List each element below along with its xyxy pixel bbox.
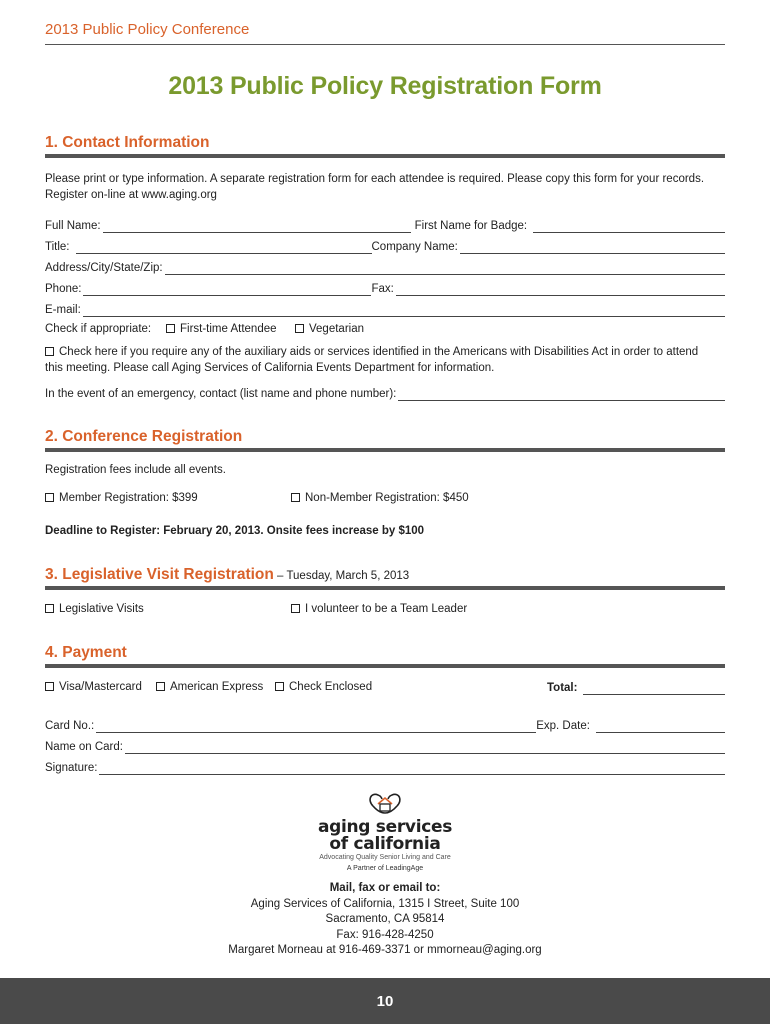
- section-rule: [45, 586, 725, 590]
- name-on-card-field[interactable]: [125, 743, 725, 754]
- amex-label: American Express: [170, 681, 264, 693]
- card-row: [45, 719, 725, 733]
- intro-line: Please print or type information. A separate registration form for each attendee is required. Please copy this form for your records.: [45, 173, 705, 185]
- phone-row: [45, 282, 725, 296]
- full-name-row: [45, 219, 725, 233]
- section-heading-legislative: [45, 566, 725, 584]
- first-time-checkbox[interactable]: [166, 324, 175, 333]
- section-heading-contact: 1. Contact Information: [45, 134, 210, 151]
- emergency-label: In the event of an emergency, contact (list name and phone number):: [45, 388, 397, 400]
- logo-line2: of california: [329, 834, 441, 854]
- logo-partner: A Partner of LeadingAge: [346, 865, 424, 872]
- fees-note: Registration fees include all events.: [45, 464, 226, 476]
- contact-intro: [45, 171, 725, 203]
- exp-date-field[interactable]: [596, 722, 725, 733]
- legislative-date: – Tuesday, March 5, 2013: [273, 570, 410, 582]
- title-row: [45, 240, 725, 254]
- first-time-option[interactable]: [166, 323, 277, 335]
- address-field[interactable]: [165, 264, 725, 275]
- visa-label: Visa/Mastercard: [59, 681, 142, 693]
- title-field[interactable]: [76, 243, 372, 254]
- signature-label: Signature:: [45, 762, 98, 774]
- logo-tagline: Advocating Quality Senior Living and Care: [319, 854, 451, 861]
- mail-contact: Margaret Morneau at 916-469-3371 or mmorneau@aging.org: [228, 944, 542, 956]
- address-label: Address/City/State/Zip:: [45, 262, 163, 274]
- ada-notice: [45, 344, 725, 376]
- legislative-heading-text: 3. Legislative Visit Registration: [45, 566, 274, 583]
- signature-row: [45, 761, 725, 775]
- aging-services-logo: [0, 790, 770, 872]
- section-rule: [45, 664, 725, 668]
- house-heart-icon: [365, 790, 405, 816]
- team-leader-label: I volunteer to be a Team Leader: [305, 603, 468, 615]
- non-member-option[interactable]: [291, 492, 469, 504]
- total-row: [547, 681, 725, 695]
- mail-heading: Mail, fax or email to:: [329, 882, 441, 894]
- deadline-note: Deadline to Register: February 20, 2013. Onsite fees increase by $100: [45, 525, 425, 537]
- company-label: Company Name:: [371, 241, 458, 253]
- non-member-checkbox[interactable]: [291, 493, 300, 502]
- name-on-card-label: Name on Card:: [45, 741, 123, 753]
- email-field[interactable]: [83, 306, 725, 317]
- legislative-visits-option[interactable]: [45, 603, 144, 615]
- first-time-label: First-time Attendee: [180, 323, 277, 335]
- fax-label: Fax:: [371, 283, 394, 295]
- fax-field[interactable]: [396, 285, 725, 296]
- visa-option[interactable]: [45, 681, 142, 693]
- emergency-row: [45, 387, 725, 401]
- email-label: E-mail:: [45, 304, 81, 316]
- logo-line1: aging services: [317, 817, 453, 837]
- vegetarian-option[interactable]: [295, 323, 364, 335]
- form-title: 2013 Public Policy Registration Form: [168, 72, 602, 100]
- card-number-label: Card No.:: [45, 720, 95, 732]
- full-name-label: Full Name:: [45, 220, 101, 232]
- vegetarian-checkbox[interactable]: [295, 324, 304, 333]
- total-field[interactable]: [583, 684, 725, 695]
- section-rule: [45, 154, 725, 158]
- emergency-field[interactable]: [398, 390, 725, 401]
- phone-field[interactable]: [83, 285, 371, 296]
- check-if-appropriate-label: Check if appropriate:: [45, 323, 152, 335]
- non-member-label: Non-Member Registration: $450: [305, 492, 469, 504]
- team-leader-checkbox[interactable]: [291, 604, 300, 613]
- member-label: Member Registration: $399: [59, 492, 198, 504]
- company-field[interactable]: [460, 243, 725, 254]
- check-enclosed-checkbox[interactable]: [275, 682, 284, 691]
- badge-name-field[interactable]: [533, 222, 725, 233]
- section-heading-payment: 4. Payment: [45, 644, 127, 661]
- full-name-field[interactable]: [103, 222, 411, 233]
- exp-date-label: Exp. Date:: [536, 720, 590, 732]
- visa-checkbox[interactable]: [45, 682, 54, 691]
- team-leader-option[interactable]: [291, 603, 467, 615]
- mailing-info: [0, 881, 770, 959]
- vegetarian-label: Vegetarian: [309, 323, 364, 335]
- legislative-visits-label: Legislative Visits: [59, 603, 144, 615]
- mail-fax: Fax: 916-428-4250: [336, 928, 434, 941]
- badge-name-label: First Name for Badge:: [414, 220, 528, 232]
- name-on-card-row: [45, 740, 725, 754]
- address-row: [45, 261, 725, 275]
- ada-checkbox[interactable]: [45, 347, 54, 356]
- check-enclosed-label: Check Enclosed: [289, 681, 373, 693]
- member-checkbox[interactable]: [45, 493, 54, 502]
- total-label: Total:: [547, 682, 578, 694]
- signature-field[interactable]: [99, 764, 725, 775]
- mail-address: Aging Services of California, 1315 I Street, Suite 100: [250, 897, 520, 910]
- card-number-field[interactable]: [96, 722, 536, 733]
- section-heading-conference: 2. Conference Registration: [45, 428, 243, 445]
- section-rule: [45, 448, 725, 452]
- intro-line: Register on-line at www.aging.org: [45, 189, 217, 201]
- ada-line: Check here if you require any of the auxiliary aids or services identified in the Americans with Disabilities Act in order to attend: [59, 346, 699, 358]
- email-row: [45, 303, 725, 317]
- ada-line: this meeting. Please call Aging Services of California Events Department for information.: [45, 362, 495, 374]
- mail-city: Sacramento, CA 95814: [325, 913, 445, 925]
- member-option[interactable]: [45, 492, 198, 504]
- amex-option[interactable]: [156, 681, 263, 693]
- check-enclosed-option[interactable]: [275, 681, 372, 693]
- title-label: Title:: [45, 241, 70, 253]
- legislative-visits-checkbox[interactable]: [45, 604, 54, 613]
- running-header: 2013 Public Policy Conference: [45, 21, 250, 38]
- page-number: 10: [376, 993, 394, 1010]
- phone-label: Phone:: [45, 283, 82, 295]
- header-rule: [45, 44, 725, 45]
- amex-checkbox[interactable]: [156, 682, 165, 691]
- page-footer: [0, 978, 770, 1024]
